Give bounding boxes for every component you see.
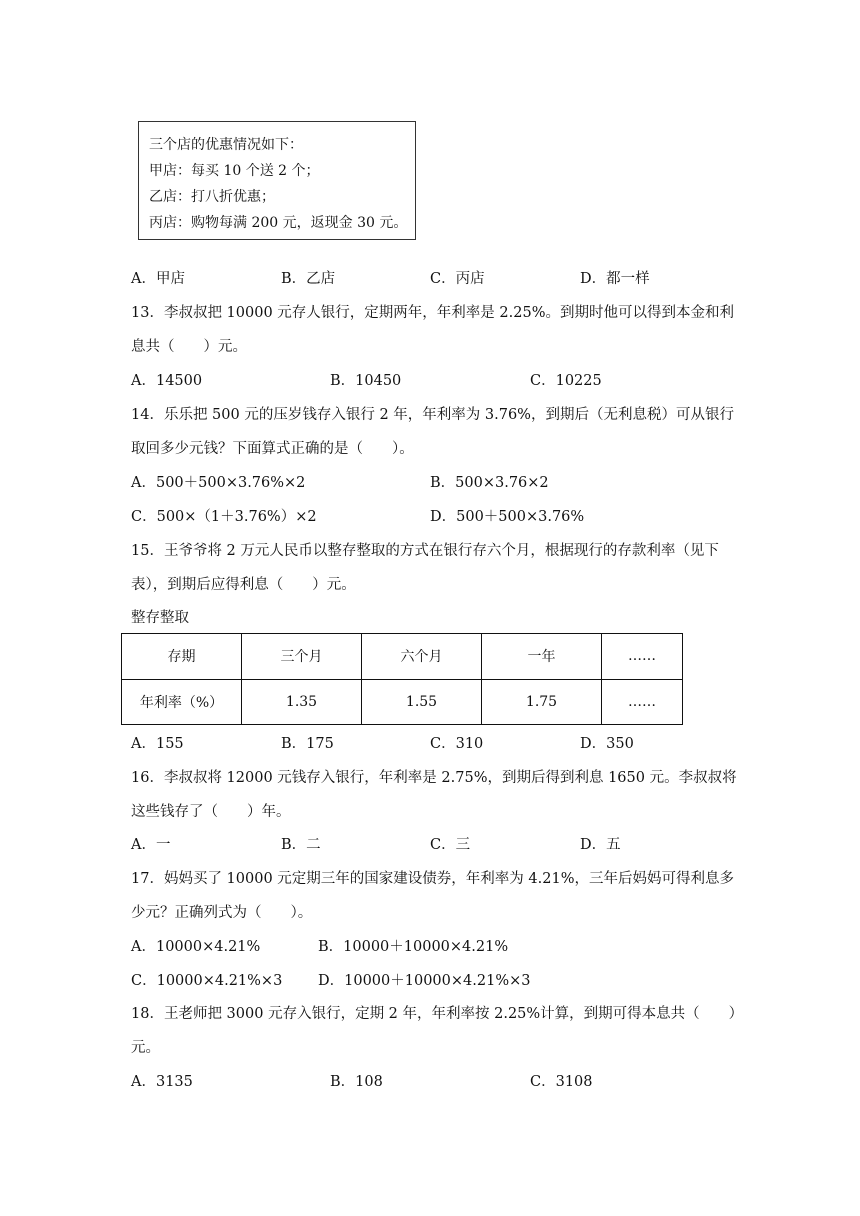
q13-option-c: C．10225: [530, 373, 602, 389]
q15-text: 15．王爷爷将 2 万元人民币以整存整取的方式在银行存六个月，根据现行的存款利率（见下: [131, 543, 719, 559]
header-cell: 一年: [482, 634, 602, 680]
q16-option-a: A．一: [131, 837, 171, 853]
q17-text: 17．妈妈买了 10000 元定期三年的国家建设债券，年利率为 4.21%，三年后妈妈可得利息多: [131, 871, 734, 887]
header-cell: 三个月: [242, 634, 362, 680]
q15-option-d: D．350: [580, 736, 634, 752]
q12-option-d: D．都一样: [580, 271, 650, 287]
table-cell: 年利率（%）: [122, 679, 242, 725]
q13-text: 13．李叔叔把 10000 元存人银行，定期两年，年利率是 2.25%。到期时他可以得到本金和利: [131, 305, 734, 321]
q17-option-a: A．10000×4.21%: [131, 939, 261, 955]
q12-option-c: C．丙店: [430, 271, 485, 287]
q16-option-c: C．三: [430, 837, 471, 853]
q17-text-cont: 少元？正确列式为（ ）。: [131, 905, 313, 921]
q17-option-b: B．10000＋10000×4.21%: [318, 939, 509, 955]
q18-option-b: B．108: [330, 1074, 383, 1090]
q16-text: 16．李叔叔将 12000 元钱存入银行，年利率是 2.75%，到期后得到利息 1650 元。李叔叔将: [131, 770, 737, 786]
q14-text: 14．乐乐把 500 元的压岁钱存入银行 2 年，年利率为 3.76%，到期后（无利息税）可从银行: [131, 407, 734, 423]
table-caption: 整存整取: [131, 610, 189, 626]
q13-option-a: A．14500: [131, 373, 203, 389]
table-row: [122, 679, 683, 725]
q18-text-cont: 元。: [131, 1040, 160, 1056]
q12-option-b: B．乙店: [281, 271, 336, 287]
q18-option-a: A．3135: [131, 1074, 193, 1090]
q14-option-c: C．500×（1＋3.76%）×2: [131, 509, 317, 525]
table-cell: 1.75: [482, 679, 602, 725]
box-line: 乙店：打八折优惠；: [149, 189, 275, 205]
q16-option-d: D．五: [580, 837, 621, 853]
header-cell: 六个月: [362, 634, 482, 680]
table-header-row: [122, 634, 683, 680]
q18-option-c: C．3108: [530, 1074, 593, 1090]
table-cell: 1.55: [362, 679, 482, 725]
store-offers-box: [138, 121, 416, 240]
q14-option-b: B．500×3.76×2: [430, 475, 549, 491]
q14-option-d: D．500＋500×3.76%: [430, 509, 585, 525]
header-cell: ……: [602, 634, 683, 680]
q18-text: 18．王老师把 3000 元存入银行，定期 2 年，年利率按 2.25%计算，到期可得本息共（ ）: [131, 1006, 744, 1022]
q17-option-d: D．10000＋10000×4.21%×3: [318, 973, 531, 989]
q12-option-a: A．甲店: [131, 271, 185, 287]
q15-option-b: B．175: [281, 736, 334, 752]
table-cell: 1.35: [242, 679, 362, 725]
q15-option-a: A．155: [131, 736, 184, 752]
q13-option-b: B．10450: [330, 373, 402, 389]
q15-option-c: C．310: [430, 736, 484, 752]
box-line: 丙店：购物每满 200 元，返现金 30 元。: [149, 215, 408, 231]
table-cell: ……: [602, 679, 683, 725]
q14-text-cont: 取回多少元钱？下面算式正确的是（ ）。: [131, 441, 414, 457]
q16-text-cont: 这些钱存了（ ）年。: [131, 804, 291, 820]
q13-text-cont: 息共（ ）元。: [131, 339, 247, 355]
q17-option-c: C．10000×4.21%×3: [131, 973, 283, 989]
interest-rate-table: [121, 633, 683, 725]
box-line: 三个店的优惠情况如下：: [149, 137, 303, 153]
header-cell: 存期: [122, 634, 242, 680]
box-line: 甲店：每买 10 个送 2 个；: [149, 163, 320, 179]
q14-option-a: A．500＋500×3.76%×2: [131, 475, 306, 491]
q16-option-b: B．二: [281, 837, 321, 853]
q15-text-cont: 表），到期后应得利息（ ）元。: [131, 577, 356, 593]
